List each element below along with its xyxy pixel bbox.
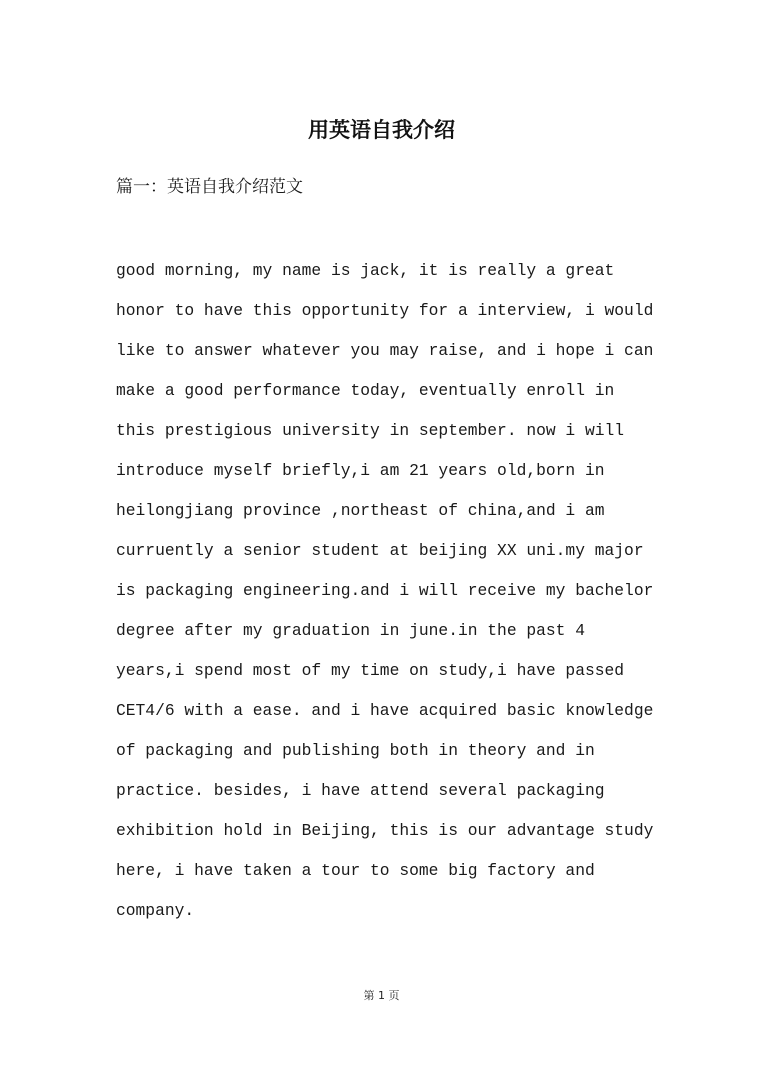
body-line: good morning, my name is jack, it is really a great: [116, 261, 615, 280]
body-line: this prestigious university in september. now i will: [116, 421, 625, 440]
document-title: 用英语自我介绍: [308, 118, 455, 142]
body-line: curruently a senior student at beijing XX uni.my major: [116, 541, 644, 560]
page-number: 第 1 页: [363, 989, 400, 1002]
body-line: make a good performance today, eventually enroll in: [116, 381, 615, 400]
body-line: degree after my graduation in june.in the past 4: [116, 621, 585, 640]
body-paragraph: [116, 251, 656, 931]
body-line: introduce myself briefly,i am 21 years old,born in: [116, 461, 605, 480]
body-line: practice. besides, i have attend several packaging: [116, 781, 605, 800]
body-line: company.: [116, 901, 195, 920]
body-line: here, i have taken a tour to some big factory and: [116, 861, 595, 880]
body-line: is packaging engineering.and i will receive my bachelor: [116, 581, 654, 600]
body-line: like to answer whatever you may raise, and i hope i can: [116, 341, 654, 360]
body-line: honor to have this opportunity for a interview, i would: [116, 301, 654, 320]
section-heading: 篇一：英语自我介绍范文: [116, 177, 303, 197]
body-line: of packaging and publishing both in theory and in: [116, 741, 595, 760]
body-line: years,i spend most of my time on study,i have passed: [116, 661, 625, 680]
body-line: heilongjiang province ,northeast of china,and i am: [116, 501, 605, 520]
body-line: CET4/6 with a ease. and i have acquired basic knowledge: [116, 701, 654, 720]
body-line: exhibition hold in Beijing, this is our advantage study: [116, 821, 654, 840]
